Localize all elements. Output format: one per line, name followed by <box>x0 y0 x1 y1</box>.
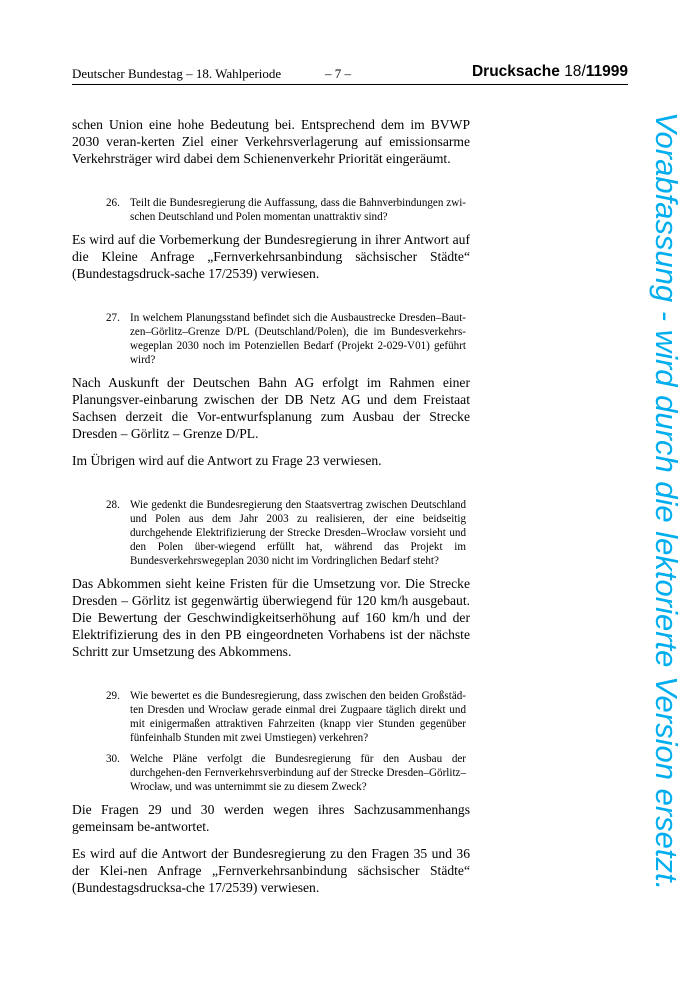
question-29 <box>72 689 470 745</box>
answer-29-30-paragraph-2: Es wird auf die Antwort der Bundesregierung zu den Fragen 35 und 36 der Klei-nen Anfrage „Fernverkehrsanbindung sächsischer Städte“ (Bundestagsdrucksa-che 17/2539) verwiesen. <box>72 846 470 895</box>
answer-29-30-paragraph-1: Die Fragen 29 und 30 werden wegen ihres Sachzusammenhangs gemeinsam be-antwortet. <box>72 802 470 834</box>
watermark-text: Vorabfassung - wird durch die lektorierte Version ersetzt. <box>649 112 684 891</box>
document-body <box>72 116 470 906</box>
question-28 <box>72 498 470 568</box>
document-serial: 11999 <box>585 63 628 80</box>
question-text: In welchem Planungsstand befindet sich die Ausbaustrecke Dresden–Baut-zen–Görlitz–Grenze D/PL (Deutschland/Polen), die im Bundesverkehrs-wegeplan 2030 noch im Potenziellen Bedarf (Projekt 2-029-V01) geführt wird? <box>130 312 466 366</box>
question-text: Wie bewertet es die Bundesregierung, dass zwischen den beiden Großstäd-ten Dresden und Wrocław gerade einmal drei Zugpaare täglich direkt und mit einigermaßen attraktiven Fahrzeiten (knapp vier Stunden gegenüber fünfeinhalb Stunden mit zwei Umstiegen) verkehren? <box>130 690 466 744</box>
intro-paragraph: schen Union eine hohe Bedeutung bei. Entsprechend dem im BVWP 2030 veran-kerten Ziel einer Verkehrsverlagerung auf emissionsarme Verkehrsträger wird dabei dem Schienenverkehr Priorität eingeräumt. <box>72 117 470 166</box>
answer-27-paragraph-1: Nach Auskunft der Deutschen Bahn AG erfolgt im Rahmen einer Planungsver-einbarung zwischen der DB Netz AG und dem Freistaat Sachsen derzeit die Vor-entwurfsplanung zum Ausbau der Strecke Dresden – Görlitz – Grenze D/PL. <box>72 375 470 441</box>
page-header <box>72 63 628 86</box>
header-rule <box>72 84 628 85</box>
document-separator: / <box>581 63 586 80</box>
question-number: 27. <box>106 312 120 324</box>
question-text: Welche Pläne verfolgt die Bundesregierung für den Ausbau der durchgehen-den Fernverkehrsverbindung auf der Strecke Dresden–Görlitz–Wrocław, und was unternimmt sie zu diesem Zweck? <box>130 753 466 793</box>
page-number: – 7 – <box>325 66 351 81</box>
question-number: 28. <box>106 499 120 511</box>
answer-27-paragraph-2: Im Übrigen wird auf die Antwort zu Frage 23 verwiesen. <box>72 453 382 468</box>
document-period: 18 <box>564 63 582 80</box>
question-30 <box>72 752 470 794</box>
question-number: 29. <box>106 690 120 702</box>
document-label: Drucksache <box>471 63 565 80</box>
question-text: Wie gedenkt die Bundesregierung den Staatsvertrag zwischen Deutschland und Polen aus dem Jahr 2003 zu realisieren, der eine beidseitig durchgehende Elektrifizierung der Strecke Dresden–Wrocław vorsieht und den Polen über-wiegend erfüllt hat, während das Projekt im Bundesverkehrswegeplan 2030 nicht im Vordringlichen Bedarf steht? <box>130 499 466 567</box>
header-parliament: Deutscher Bundestag – 18. Wahlperiode <box>72 66 282 81</box>
question-number: 26. <box>106 197 120 209</box>
answer-26: Es wird auf die Vorbemerkung der Bundesregierung in ihrer Antwort auf die Kleine Anfrage „Fernverkehrsanbindung sächsischer Städte“ (Bundestagsdruck-sache 17/2539) verwiesen. <box>72 232 470 281</box>
answer-28: Das Abkommen sieht keine Fristen für die Umsetzung vor. Die Strecke Dresden – Görlitz ist gegenwärtig überwiegend für 120 km/h ausgebaut. Die Bewertung der Geschwindigkeitserhöhung auf 160 km/h und der Elektrifizierung des in den PB eingeordneten Vorhabens ist der nächste Schritt zur Umsetzung des Abkommens. <box>72 576 470 659</box>
question-27 <box>72 311 470 367</box>
document-number <box>472 63 628 81</box>
question-26 <box>72 196 470 224</box>
question-text: Teilt die Bundesregierung die Auffassung, dass die Bahnverbindungen zwi-schen Deutschland und Polen momentan unattraktiv sind? <box>130 197 466 223</box>
draft-watermark <box>646 112 686 902</box>
question-number: 30. <box>106 753 120 765</box>
